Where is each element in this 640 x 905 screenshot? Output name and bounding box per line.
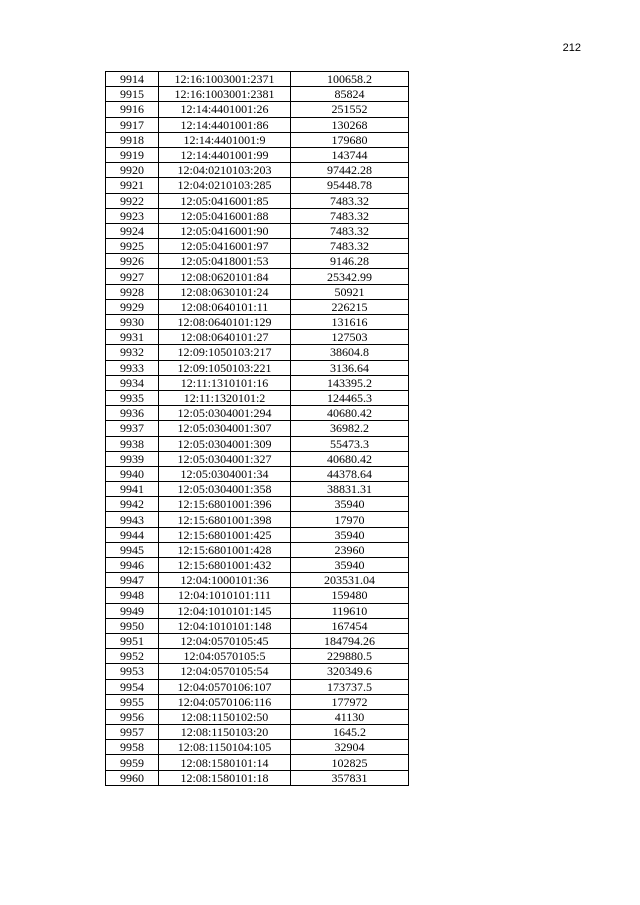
record-id-cell: 9925 — [106, 239, 159, 254]
value-cell: 131616 — [291, 315, 409, 330]
value-cell: 7483.32 — [291, 223, 409, 238]
value-cell: 203531.04 — [291, 573, 409, 588]
table-row — [106, 527, 409, 542]
record-id-cell: 9936 — [106, 406, 159, 421]
cadastral-number-cell: 12:05:0304001:327 — [159, 451, 291, 466]
table-row — [106, 269, 409, 284]
table-row — [106, 512, 409, 527]
table-row — [106, 132, 409, 147]
value-cell: 17970 — [291, 512, 409, 527]
value-cell: 35940 — [291, 558, 409, 573]
record-id-cell: 9943 — [106, 512, 159, 527]
cadastral-number-cell: 12:08:0630101:24 — [159, 284, 291, 299]
table-row — [106, 603, 409, 618]
table-row — [106, 725, 409, 740]
value-cell: 251552 — [291, 102, 409, 117]
record-id-cell: 9954 — [106, 679, 159, 694]
record-id-cell: 9942 — [106, 497, 159, 512]
cadastral-number-cell: 12:08:1150104:105 — [159, 740, 291, 755]
cadastral-number-cell: 12:05:0416001:85 — [159, 193, 291, 208]
value-cell: 7483.32 — [291, 239, 409, 254]
table-row — [106, 436, 409, 451]
record-id-cell: 9929 — [106, 299, 159, 314]
table-row — [106, 299, 409, 314]
cadastral-number-cell: 12:11:1320101:2 — [159, 390, 291, 405]
cadastral-number-cell: 12:05:0304001:34 — [159, 466, 291, 481]
cadastral-number-cell: 12:08:0620101:84 — [159, 269, 291, 284]
cadastral-number-cell: 12:05:0416001:88 — [159, 208, 291, 223]
value-cell: 7483.32 — [291, 193, 409, 208]
table-row — [106, 497, 409, 512]
cadastral-number-cell: 12:15:6801001:428 — [159, 542, 291, 557]
record-id-cell: 9917 — [106, 117, 159, 132]
cadastral-number-cell: 12:08:1150102:50 — [159, 709, 291, 724]
table-row — [106, 558, 409, 573]
cadastral-number-cell: 12:04:0570105:5 — [159, 649, 291, 664]
value-cell: 9146.28 — [291, 254, 409, 269]
record-id-cell: 9937 — [106, 421, 159, 436]
cadastral-number-cell: 12:05:0418001:53 — [159, 254, 291, 269]
record-id-cell: 9945 — [106, 542, 159, 557]
table-row — [106, 588, 409, 603]
value-cell: 357831 — [291, 770, 409, 785]
value-cell: 3136.64 — [291, 360, 409, 375]
record-id-cell: 9952 — [106, 649, 159, 664]
table-row — [106, 390, 409, 405]
value-cell: 32904 — [291, 740, 409, 755]
cadastral-number-cell: 12:14:4401001:86 — [159, 117, 291, 132]
cadastral-number-cell: 12:08:1580101:14 — [159, 755, 291, 770]
value-cell: 55473.3 — [291, 436, 409, 451]
table-row — [106, 649, 409, 664]
table-row — [106, 163, 409, 178]
value-cell: 127503 — [291, 330, 409, 345]
cadastral-number-cell: 12:04:1000101:36 — [159, 573, 291, 588]
record-id-cell: 9951 — [106, 633, 159, 648]
record-id-cell: 9948 — [106, 588, 159, 603]
value-cell: 38604.8 — [291, 345, 409, 360]
value-cell: 226215 — [291, 299, 409, 314]
value-cell: 85824 — [291, 87, 409, 102]
table-row — [106, 709, 409, 724]
value-cell: 97442.28 — [291, 163, 409, 178]
cadastral-number-cell: 12:04:0210103:203 — [159, 163, 291, 178]
table-row — [106, 239, 409, 254]
cadastral-number-cell: 12:08:0640101:129 — [159, 315, 291, 330]
record-id-cell: 9938 — [106, 436, 159, 451]
table-row — [106, 451, 409, 466]
cadastral-number-cell: 12:05:0304001:309 — [159, 436, 291, 451]
cadastral-number-cell: 12:14:4401001:26 — [159, 102, 291, 117]
cadastral-number-cell: 12:04:0210103:285 — [159, 178, 291, 193]
table-row — [106, 406, 409, 421]
cadastral-number-cell: 12:09:1050103:221 — [159, 360, 291, 375]
record-id-cell: 9935 — [106, 390, 159, 405]
record-id-cell: 9956 — [106, 709, 159, 724]
table-row — [106, 147, 409, 162]
value-cell: 44378.64 — [291, 466, 409, 481]
value-cell: 7483.32 — [291, 208, 409, 223]
record-id-cell: 9959 — [106, 755, 159, 770]
records-table — [105, 71, 409, 786]
record-id-cell: 9923 — [106, 208, 159, 223]
table-row — [106, 102, 409, 117]
value-cell: 35940 — [291, 497, 409, 512]
value-cell: 130268 — [291, 117, 409, 132]
value-cell: 229880.5 — [291, 649, 409, 664]
record-id-cell: 9953 — [106, 664, 159, 679]
value-cell: 50921 — [291, 284, 409, 299]
cadastral-number-cell: 12:15:6801001:432 — [159, 558, 291, 573]
record-id-cell: 9924 — [106, 223, 159, 238]
table-row — [106, 618, 409, 633]
value-cell: 143744 — [291, 147, 409, 162]
cadastral-number-cell: 12:08:1580101:18 — [159, 770, 291, 785]
value-cell: 95448.78 — [291, 178, 409, 193]
value-cell: 102825 — [291, 755, 409, 770]
table-row — [106, 87, 409, 102]
table-row — [106, 664, 409, 679]
table-row — [106, 345, 409, 360]
table-row — [106, 482, 409, 497]
records-body — [106, 72, 409, 786]
cadastral-number-cell: 12:08:0640101:11 — [159, 299, 291, 314]
record-id-cell: 9930 — [106, 315, 159, 330]
cadastral-number-cell: 12:11:1310101:16 — [159, 375, 291, 390]
value-cell: 41130 — [291, 709, 409, 724]
record-id-cell: 9950 — [106, 618, 159, 633]
value-cell: 173737.5 — [291, 679, 409, 694]
cadastral-number-cell: 12:05:0304001:294 — [159, 406, 291, 421]
table-row — [106, 573, 409, 588]
value-cell: 1645.2 — [291, 725, 409, 740]
cadastral-number-cell: 12:08:0640101:27 — [159, 330, 291, 345]
record-id-cell: 9914 — [106, 72, 159, 87]
table-row — [106, 330, 409, 345]
cadastral-number-cell: 12:14:4401001:9 — [159, 132, 291, 147]
record-id-cell: 9920 — [106, 163, 159, 178]
table-row — [106, 117, 409, 132]
record-id-cell: 9939 — [106, 451, 159, 466]
record-id-cell: 9957 — [106, 725, 159, 740]
table-row — [106, 193, 409, 208]
value-cell: 40680.42 — [291, 451, 409, 466]
record-id-cell: 9960 — [106, 770, 159, 785]
page-number: 212 — [562, 42, 581, 54]
record-id-cell: 9941 — [106, 482, 159, 497]
cadastral-number-cell: 12:16:1003001:2381 — [159, 87, 291, 102]
table-row — [106, 208, 409, 223]
table-row — [106, 223, 409, 238]
value-cell: 23960 — [291, 542, 409, 557]
record-id-cell: 9944 — [106, 527, 159, 542]
record-id-cell: 9927 — [106, 269, 159, 284]
cadastral-number-cell: 12:14:4401001:99 — [159, 147, 291, 162]
cadastral-number-cell: 12:16:1003001:2371 — [159, 72, 291, 87]
cadastral-number-cell: 12:05:0416001:90 — [159, 223, 291, 238]
record-id-cell: 9955 — [106, 694, 159, 709]
cadastral-number-cell: 12:04:0570105:54 — [159, 664, 291, 679]
record-id-cell: 9915 — [106, 87, 159, 102]
table-row — [106, 178, 409, 193]
record-id-cell: 9928 — [106, 284, 159, 299]
record-id-cell: 9921 — [106, 178, 159, 193]
record-id-cell: 9946 — [106, 558, 159, 573]
table-row — [106, 360, 409, 375]
cadastral-number-cell: 12:04:1010101:148 — [159, 618, 291, 633]
cadastral-number-cell: 12:05:0304001:307 — [159, 421, 291, 436]
cadastral-number-cell: 12:04:0570106:116 — [159, 694, 291, 709]
value-cell: 100658.2 — [291, 72, 409, 87]
value-cell: 124465.3 — [291, 390, 409, 405]
table-row — [106, 466, 409, 481]
table-row — [106, 770, 409, 785]
record-id-cell: 9918 — [106, 132, 159, 147]
record-id-cell: 9933 — [106, 360, 159, 375]
record-id-cell: 9931 — [106, 330, 159, 345]
table-row — [106, 542, 409, 557]
cadastral-number-cell: 12:15:6801001:398 — [159, 512, 291, 527]
value-cell: 184794.26 — [291, 633, 409, 648]
cadastral-number-cell: 12:05:0416001:97 — [159, 239, 291, 254]
value-cell: 179680 — [291, 132, 409, 147]
record-id-cell: 9926 — [106, 254, 159, 269]
record-id-cell: 9916 — [106, 102, 159, 117]
record-id-cell: 9919 — [106, 147, 159, 162]
cadastral-number-cell: 12:15:6801001:425 — [159, 527, 291, 542]
record-id-cell: 9949 — [106, 603, 159, 618]
record-id-cell: 9932 — [106, 345, 159, 360]
record-id-cell: 9940 — [106, 466, 159, 481]
cadastral-number-cell: 12:05:0304001:358 — [159, 482, 291, 497]
cadastral-number-cell: 12:04:1010101:145 — [159, 603, 291, 618]
table-row — [106, 421, 409, 436]
table-row — [106, 679, 409, 694]
cadastral-number-cell: 12:04:0570105:45 — [159, 633, 291, 648]
table-row — [106, 633, 409, 648]
table-row — [106, 375, 409, 390]
record-id-cell: 9947 — [106, 573, 159, 588]
value-cell: 320349.6 — [291, 664, 409, 679]
cadastral-number-cell: 12:08:1150103:20 — [159, 725, 291, 740]
table-row — [106, 694, 409, 709]
cadastral-number-cell: 12:04:1010101:111 — [159, 588, 291, 603]
value-cell: 119610 — [291, 603, 409, 618]
table-row — [106, 315, 409, 330]
value-cell: 167454 — [291, 618, 409, 633]
table-row — [106, 254, 409, 269]
cadastral-number-cell: 12:04:0570106:107 — [159, 679, 291, 694]
value-cell: 40680.42 — [291, 406, 409, 421]
value-cell: 25342.99 — [291, 269, 409, 284]
record-id-cell: 9958 — [106, 740, 159, 755]
value-cell: 35940 — [291, 527, 409, 542]
table-row — [106, 284, 409, 299]
record-id-cell: 9922 — [106, 193, 159, 208]
cadastral-number-cell: 12:09:1050103:217 — [159, 345, 291, 360]
value-cell: 36982.2 — [291, 421, 409, 436]
value-cell: 159480 — [291, 588, 409, 603]
table-row — [106, 740, 409, 755]
value-cell: 143395.2 — [291, 375, 409, 390]
cadastral-number-cell: 12:15:6801001:396 — [159, 497, 291, 512]
table-row — [106, 755, 409, 770]
record-id-cell: 9934 — [106, 375, 159, 390]
value-cell: 177972 — [291, 694, 409, 709]
table-row — [106, 72, 409, 87]
value-cell: 38831.31 — [291, 482, 409, 497]
